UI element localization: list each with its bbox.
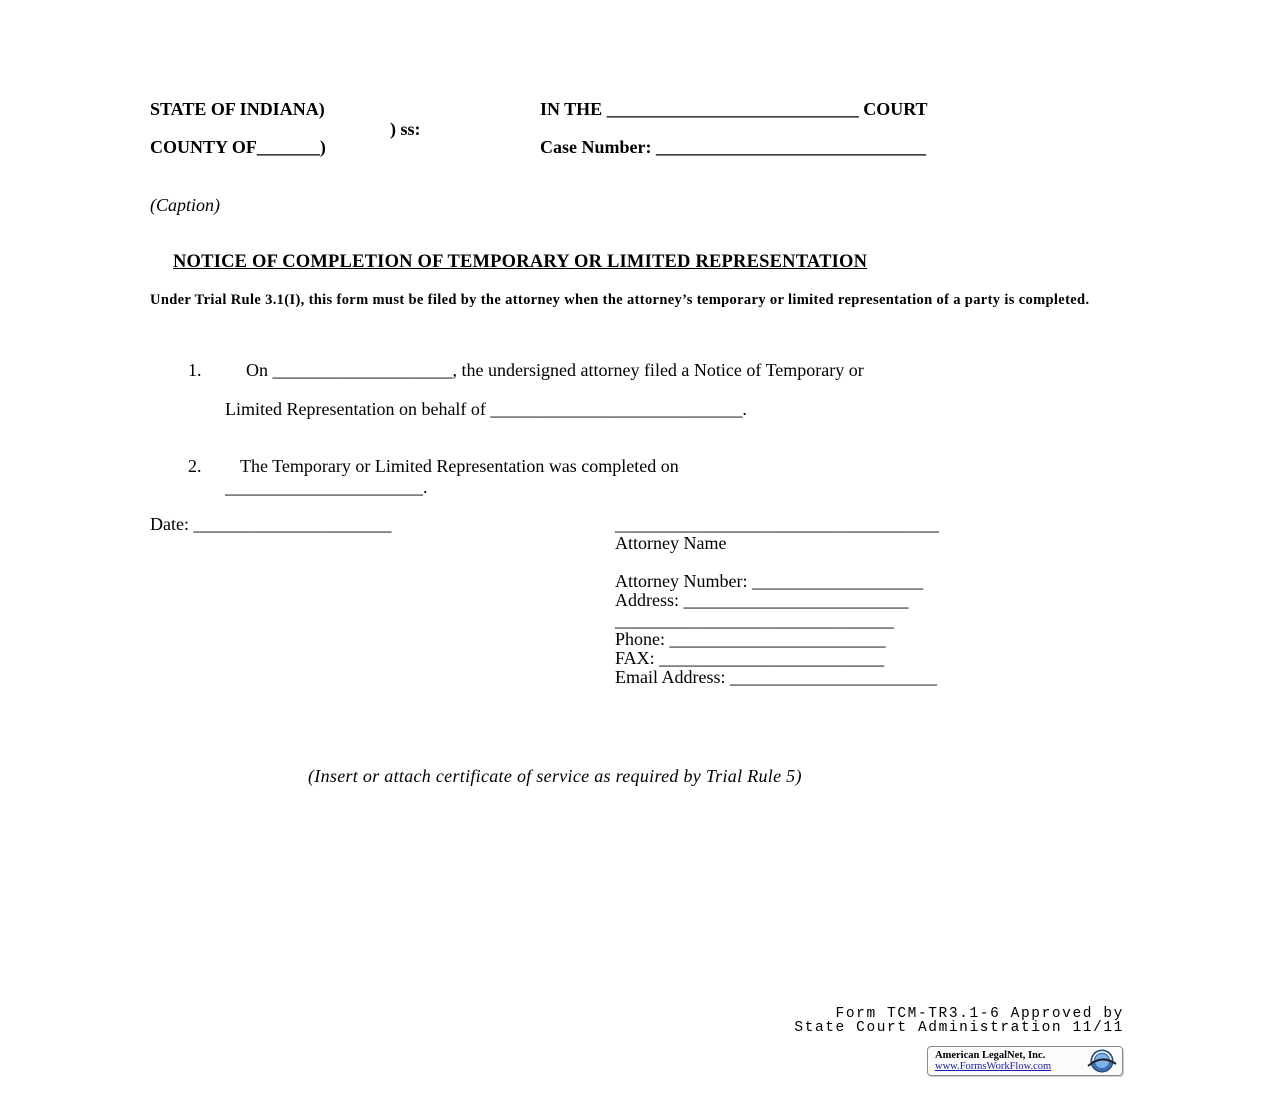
attorney-name-label: Attorney Name: [615, 533, 727, 553]
item-2-line-2: ______________________.: [225, 477, 428, 497]
fax-line: FAX: _________________________: [615, 648, 885, 668]
email-line: Email Address: _______________________: [615, 667, 937, 687]
phone-line: Phone: ________________________: [615, 629, 886, 649]
intro-paragraph: Under Trial Rule 3.1(I), this form must be filed by the attorney when the attorney’s temporary or limited representation of a party is completed.: [150, 292, 1090, 308]
legalnet-badge[interactable]: [927, 1046, 1123, 1076]
signature-line: ____________________________________: [615, 514, 939, 534]
ss-marker: ) ss:: [390, 119, 421, 139]
item-2-line-1: The Temporary or Limited Representation was completed on: [240, 456, 679, 476]
item-2-number: 2.: [188, 456, 202, 476]
date-line: Date: ______________________: [150, 514, 392, 534]
case-number-line: Case Number: ______________________________: [540, 137, 926, 157]
caption-label: (Caption): [150, 195, 220, 215]
form-id-line-2: State Court Administration 11/11: [794, 1020, 1124, 1036]
county-line: COUNTY OF_______): [150, 137, 326, 157]
item-1-line-2: Limited Representation on behalf of ____________________________.: [225, 399, 747, 419]
address-line-2: _______________________________: [615, 610, 894, 630]
certificate-note: (Insert or attach certificate of service as required by Trial Rule 5): [308, 766, 802, 786]
attorney-number-line: Attorney Number: ___________________: [615, 571, 923, 591]
address-line: Address: _________________________: [615, 590, 909, 610]
item-1-number: 1.: [188, 360, 202, 380]
badge-company-name: American LegalNet, Inc.: [935, 1050, 1046, 1061]
form-id-line-1: Form TCM-TR3.1-6 Approved by: [835, 1006, 1124, 1022]
item-1-line-1: On ____________________, the undersigned attorney filed a Notice of Temporary or: [246, 360, 864, 380]
badge-url-link[interactable]: www.FormsWorkFlow.com: [935, 1061, 1052, 1072]
globe-logo-icon: [1084, 1048, 1118, 1074]
court-line: IN THE ____________________________ COURT: [540, 99, 928, 119]
state-of-indiana: STATE OF INDIANA): [150, 99, 325, 119]
document-title: NOTICE OF COMPLETION OF TEMPORARY OR LIMITED REPRESENTATION: [173, 252, 868, 272]
